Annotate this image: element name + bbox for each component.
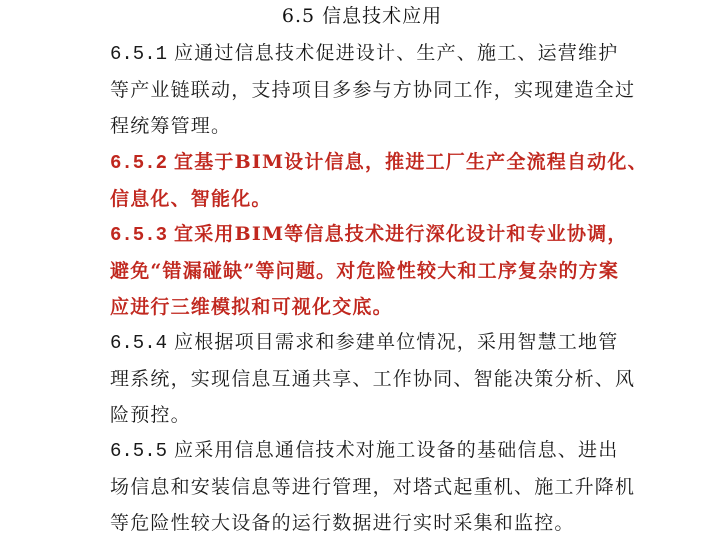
clause-text: 应进行三维模拟和可视化交底。 xyxy=(110,296,393,318)
clause-6-5-3 xyxy=(110,216,630,325)
clause-text: 险预控。 xyxy=(110,404,191,426)
clause-line xyxy=(110,144,648,181)
clause-line xyxy=(110,324,630,361)
clause-6-5-1 xyxy=(110,35,636,144)
clause-text: 程统筹管理。 xyxy=(110,115,232,137)
clause-6-5-5 xyxy=(110,432,636,541)
clause-text: 宜基于BIM设计信息，推进工厂生产全流程自动化、 xyxy=(174,151,648,173)
clause-number: 6.5.3 xyxy=(110,224,168,246)
clause-text: 避免“错漏碰缺”等问题。对危险性较大和工序复杂的方案 xyxy=(110,260,620,282)
clause-text: 应根据项目需求和参建单位情况，采用智慧工地管 xyxy=(174,331,619,353)
clause-number: 6.5.4 xyxy=(110,332,168,354)
clause-line xyxy=(110,432,630,469)
clause-text: 场信息和安装信息等进行管理，对塔式起重机、施工升降机 xyxy=(110,476,636,498)
clause-number: 6.5.2 xyxy=(110,152,168,174)
clause-line xyxy=(110,216,630,253)
clause-text: 信息化、智能化。 xyxy=(110,188,272,210)
clause-number: 6.5.1 xyxy=(110,43,168,65)
clause-6-5-2 xyxy=(110,144,648,217)
clause-text: 应采用信息通信技术对施工设备的基础信息、进出 xyxy=(174,439,619,461)
clause-text: 理系统，实现信息互通共享、工作协同、智能决策分析、风 xyxy=(110,368,636,390)
clause-6-5-4 xyxy=(110,324,636,433)
section-title: 6.5 信息技术应用 xyxy=(281,5,443,27)
clause-text: 等产业链联动，支持项目多参与方协同工作，实现建造全过 xyxy=(110,79,636,101)
clause-number: 6.5.5 xyxy=(110,440,168,462)
clause-line xyxy=(110,35,630,72)
clause-text: 等危险性较大设备的运行数据进行实时采集和监控。 xyxy=(110,512,575,534)
clause-text: 宜采用BIM等信息技术进行深化设计和专业协调， xyxy=(174,223,628,245)
clause-text: 应通过信息技术促进设计、生产、施工、运营维护 xyxy=(174,42,619,64)
